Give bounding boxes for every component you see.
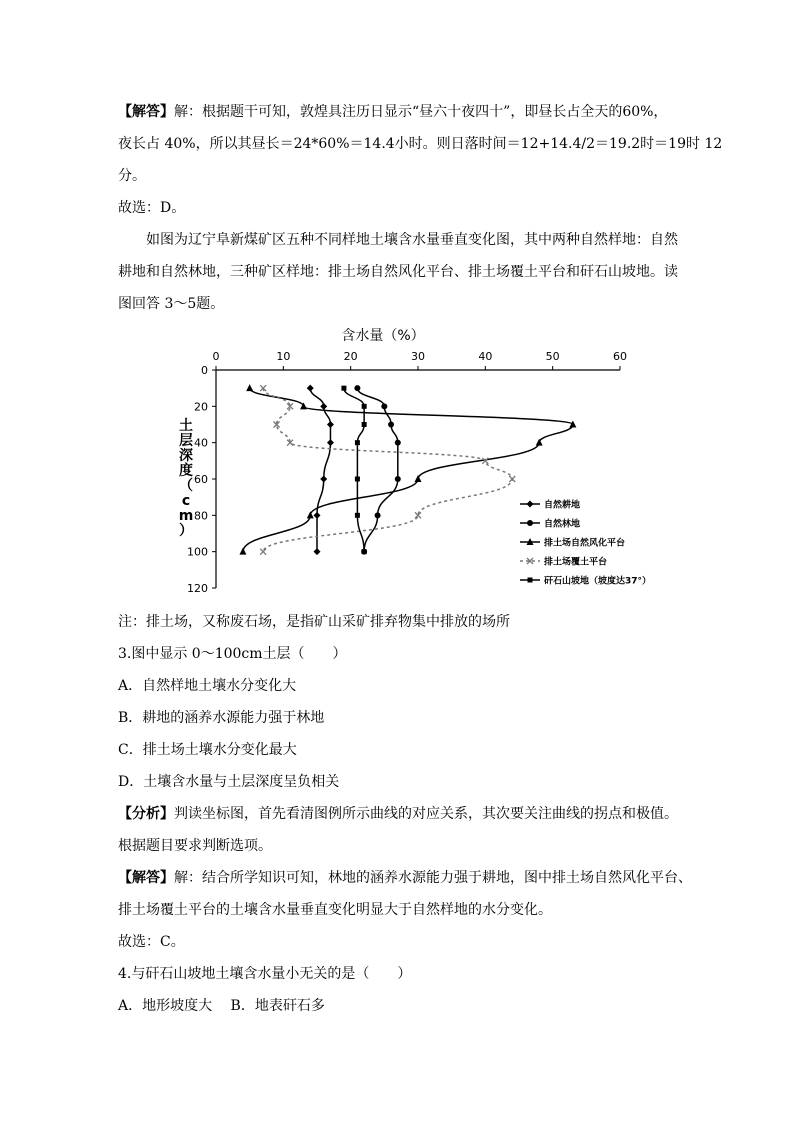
analysis-line1: 判读坐标图，首先看清图例所示曲线的对应关系，其次要关注曲线的拐点和极值。 [174,806,678,822]
y-axis-label-char: m [178,508,194,524]
analysis-tag: 【分析】 [118,806,174,822]
data-point [528,578,533,583]
q4-options-ab: A．地形坡度大 B．地表矸石多 [118,998,325,1014]
answer1-block [118,96,722,320]
x-tick-label: 50 [545,350,560,363]
x-tick-label: 40 [478,350,493,363]
y-axis-label-char: 深 [179,448,193,464]
legend-label: 自然林地 [544,519,581,530]
data-point [388,422,394,428]
data-point [362,422,367,427]
data-point [355,477,360,482]
legend-label: 排土场覆土平台 [544,557,608,568]
data-point [527,520,533,526]
q4-stem: 4.与矸石山坡地土壤含水量小无关的是（ ） [118,966,412,982]
data-point [355,440,360,445]
data-point [314,512,321,519]
chart-title: 含水量（%） [341,328,425,344]
y-tick-label: 20 [194,400,208,414]
legend-label: 排土场自然风化平台 [544,538,626,549]
data-point [320,476,327,483]
data-point [569,421,576,428]
x-tick-label: 30 [411,350,425,363]
x-tick-label: 60 [613,350,627,363]
y-axis-label-char: ） [179,523,193,539]
y-tick-label: 100 [187,545,208,559]
y-tick-label: 40 [194,436,208,450]
series-line [243,388,573,552]
data-point [246,384,253,391]
data-point [355,513,360,518]
y-axis-label-char: （ [179,478,193,494]
y-axis-label-char: 度 [179,463,193,479]
chart-axes [212,366,620,588]
soil-moisture-chart [178,320,652,602]
q3-option-d: D．土壤含水量与土层深度呈负相关 [118,774,340,790]
series-line [263,388,512,552]
series-4 [260,385,515,555]
intro-line1: 如图为辽宁阜新煤矿区五种不同样地土壤含水量垂直变化图，其中两种自然样地：自然 [146,232,678,248]
intro-line2: 耕地和自然林地，三种矿区样地：排土场自然风化平台、排土场覆土平台和矸石山坡地。读 [118,264,678,280]
note: 注：排土场，又称废石场，是指矿山采矿排弃物集中排放的场所 [118,614,510,630]
answer-tag: 【解答】 [118,870,174,886]
data-point [341,386,346,391]
data-point [320,403,327,410]
chart-legend [520,499,651,587]
data-point [362,549,367,554]
legend-label: 矸石山坡地（坡度达37°） [544,576,652,587]
x-tick-label: 0 [212,350,220,363]
x-tick-labels [213,350,628,363]
data-point [307,385,314,392]
data-point [395,476,401,482]
y-axis-label-char: 层 [179,433,193,449]
answer1-line2: 夜长占 40%，所以其昼长＝24*60%＝14.4小时。则日落时间＝12+14.4/2＝19.2时＝19时 12 [118,136,723,152]
series-line [310,388,330,552]
q3-option-b: B．耕地的涵养水源能力强于林地 [118,710,325,726]
data-point [314,548,321,555]
answer1-line1: 解：根据题干可知，敦煌具注历日显示“昼六十夜四十”，即昼长占全天的60%， [174,104,668,120]
y-axis-label-char: 土 [179,418,193,434]
x-tick-label: 20 [343,350,358,363]
choose1: 故选：D。 [118,200,186,216]
answer1-line3: 分。 [118,168,146,184]
data-point [327,439,334,446]
y-tick-label: 120 [187,582,208,595]
data-point [375,512,381,518]
chart-series [239,384,576,555]
data-point [395,440,401,446]
data-point [307,511,314,518]
q3-stem: 3.图中显示 0～100cm土层（ ） [118,646,347,662]
data-point [239,548,246,555]
data-point [354,385,360,391]
y-axis-label [179,417,194,539]
chart-svg [178,320,652,602]
data-point [527,501,534,508]
data-point [415,475,422,482]
analysis-line2: 根据题目要求判断选项。 [118,838,272,854]
legend-label: 自然耕地 [544,500,581,511]
answer3-line2: 排土场覆土平台的土壤含水量垂直变化明显大于自然样地的水分变化。 [118,902,552,918]
answer3-line1: 解：结合所学知识可知，林地的涵养水源能力强于耕地，图中排土场自然风化平台、 [174,870,692,886]
answer-tag: 【解答】 [118,104,174,120]
y-tick-label: 80 [194,509,208,523]
data-point [362,404,367,409]
y-tick-label: 60 [194,473,208,486]
data-point [381,403,387,409]
q3-option-c: C．排土场土壤水分变化最大 [118,742,297,758]
data-point [327,421,334,428]
q3-option-a: A．自然样地土壤水分变化大 [118,678,297,694]
intro-line3: 图回答 3～5题。 [118,296,225,312]
x-tick-label: 10 [276,350,291,363]
y-axis-label-char: c [181,493,191,509]
choose3: 故选：C。 [118,934,185,950]
y-tick-label: 0 [201,364,208,377]
lower-block [118,606,692,1022]
